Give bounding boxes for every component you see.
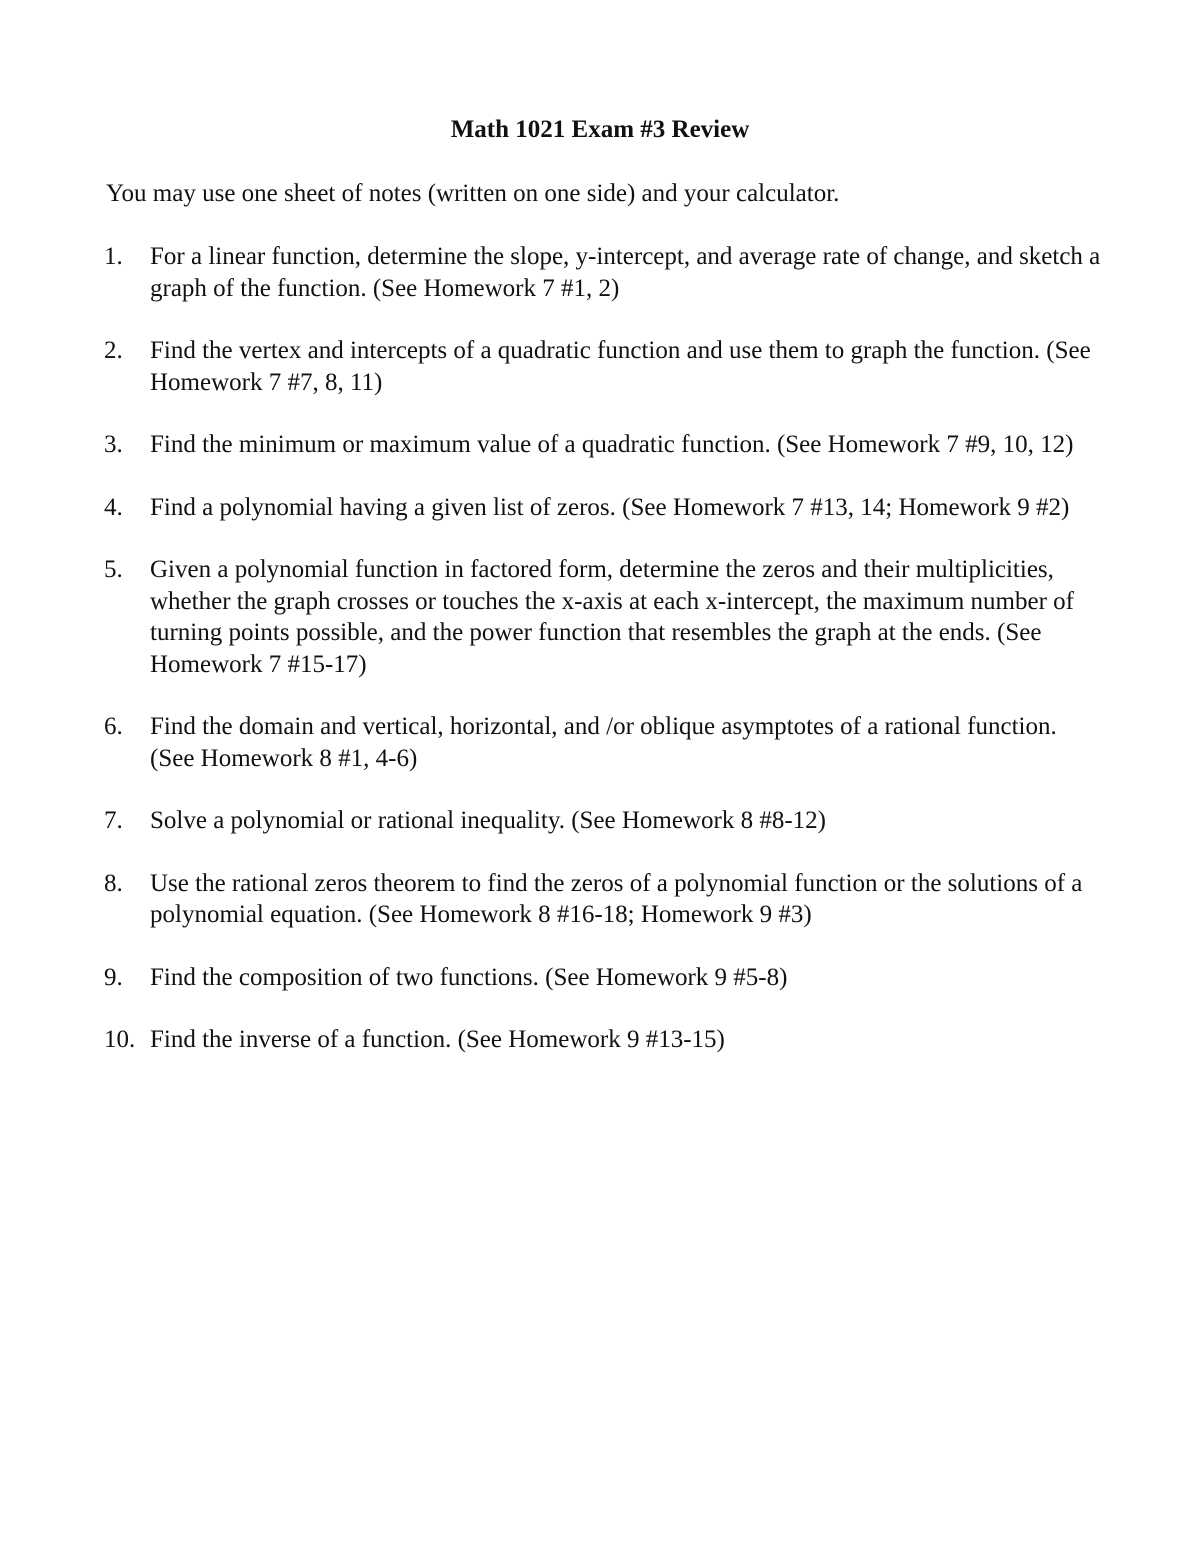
list-item (104, 868, 1104, 931)
item-number: 10. (104, 1026, 136, 1053)
list-item (104, 805, 1104, 837)
item-text: Find the vertex and intercepts of a quadratic function and use them to graph the function. (See Homework 7 #7, 8, 11) (150, 337, 1091, 396)
review-topic-list (104, 241, 1104, 1087)
item-number: 5. (104, 556, 123, 583)
list-item (104, 554, 1104, 680)
item-number: 1. (104, 243, 123, 270)
item-text: Find a polynomial having a given list of zeros. (See Homework 7 #13, 14; Homework 9 #2) (150, 493, 1070, 521)
item-text: Solve a polynomial or rational inequality. (See Homework 8 #8-12) (150, 807, 827, 834)
item-number: 6. (104, 713, 123, 740)
item-text: For a linear function, determine the slope, y-intercept, and average rate of change, and sketch a graph of the function. (See Homework 7 #1, 2) (150, 243, 1101, 302)
item-text: Find the domain and vertical, horizontal, and /or oblique asymptotes of a rational function. (See Homework 8 #1, 4-6) (150, 713, 1057, 772)
item-text: Use the rational zeros theorem to find the zeros of a polynomial function or the solutions of a polynomial equation. (See Homework 8 #16-18; Homework 9 #3) (150, 869, 1083, 928)
document-title: Math 1021 Exam #3 Review (450, 116, 750, 143)
item-number: 9. (104, 963, 123, 991)
item-number: 8. (104, 869, 123, 897)
list-item (104, 492, 1104, 524)
item-text: Find the composition of two functions. (See Homework 9 #5-8) (150, 963, 788, 991)
list-item (104, 711, 1104, 774)
item-number: 2. (104, 337, 123, 364)
intro-text: You may use one sheet of notes (written on one side) and your calculator. (106, 180, 840, 207)
list-item (104, 962, 1104, 994)
item-number: 3. (104, 431, 123, 458)
item-text: Given a polynomial function in factored form, determine the zeros and their multiplicities, whether the graph crosses or touches the x-axis at each x-intercept, the maximum number of turning points possible, and the power function that resembles the graph at the ends. (See Homework 7 #15-17) (150, 556, 1074, 678)
list-item (104, 1024, 1104, 1056)
item-text: Find the minimum or maximum value of a quadratic function. (See Homework 7 #9, 10, 12) (150, 431, 1074, 458)
list-item (104, 241, 1104, 304)
item-number: 7. (104, 807, 123, 834)
item-text: Find the inverse of a function. (See Homework 9 #13-15) (150, 1026, 725, 1053)
list-item (104, 335, 1104, 398)
item-number: 4. (104, 493, 123, 521)
list-item (104, 429, 1104, 461)
